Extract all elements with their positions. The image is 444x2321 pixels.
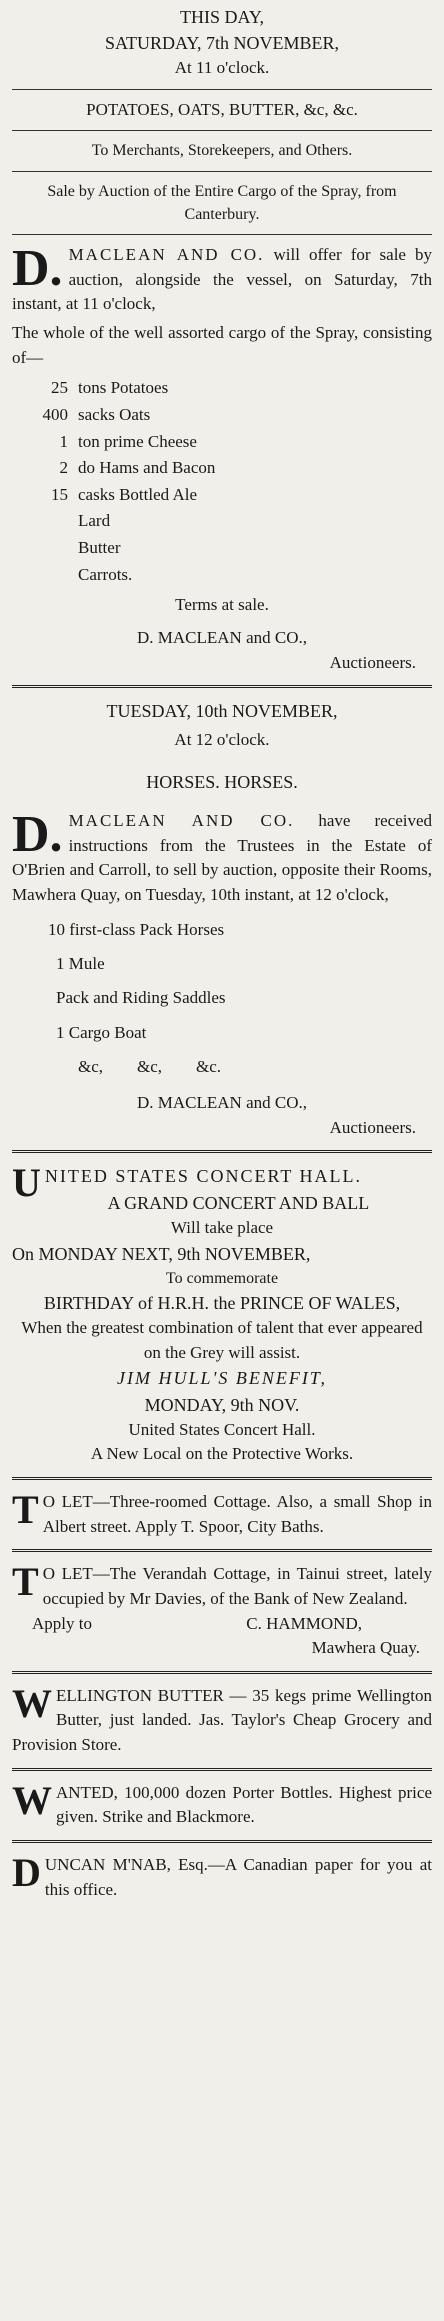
auction-ad-horses xyxy=(12,698,432,1140)
divider xyxy=(12,1549,432,1552)
concert-line: BIRTHDAY of H.R.H. the PRINCE OF WALES, xyxy=(43,1293,401,1314)
apply-line xyxy=(12,1612,432,1637)
ad-goods: POTATOES, OATS, BUTTER, &c, &c. xyxy=(86,99,358,119)
auction-body xyxy=(12,806,433,908)
firm-name: MACLEAN AND CO. xyxy=(68,245,265,265)
ad-day: THIS DAY, xyxy=(179,7,265,27)
drop-cap: D. xyxy=(12,240,63,298)
list-item: 10 first-class Pack Horses xyxy=(48,919,225,939)
ad-time: At 11 o'clock. xyxy=(174,58,270,78)
ad-text: ELLINGTON BUTTER — 35 kegs prime Wellington Butter, just landed. Jas. Taylor's Cheap Grocery and Provision Store. xyxy=(12,1685,432,1755)
concert-line: When the greatest combination of talent that ever appeared on the Grey will assist. xyxy=(21,1318,423,1362)
concert-line: On MONDAY NEXT, 9th NOVEMBER, xyxy=(12,1243,311,1264)
signature: D. MACLEAN and CO., xyxy=(137,1093,307,1113)
list-item: &c, &c, &c. xyxy=(78,1056,222,1076)
divider xyxy=(12,1150,432,1153)
list-item: 2 do Hams and Bacon xyxy=(59,458,216,478)
title-text: NITED STATES CONCERT HALL. xyxy=(44,1166,363,1187)
list-item: Lard xyxy=(78,511,111,531)
divider xyxy=(12,1671,432,1674)
divider xyxy=(12,1768,432,1771)
signature: D. MACLEAN and CO., xyxy=(137,628,307,647)
divider xyxy=(12,685,432,688)
concert-line: A New Local on the Protective Works. xyxy=(90,1444,354,1464)
drop-cap: U xyxy=(12,1160,41,1206)
signature-role: Auctioneers. xyxy=(329,1117,416,1137)
list-item: 1 ton prime Cheese xyxy=(59,431,197,451)
firm-name: MACLEAN AND CO. xyxy=(68,811,295,831)
cargo-intro: The whole of the well assorted cargo of the Spray, consisting of— xyxy=(12,322,432,367)
cargo-list xyxy=(12,376,432,587)
auction-body xyxy=(12,240,433,317)
ad-text: O LET—The Verandah Cottage, in Tainui street, lately occupied by Mr Davies, of the Bank of New Zealand. xyxy=(42,1564,432,1608)
drop-cap: T xyxy=(12,1559,39,1605)
notice-ad xyxy=(12,1849,432,1902)
to-let-ad-cottage xyxy=(12,1486,432,1539)
drop-cap: D. xyxy=(12,806,63,864)
drop-cap: T xyxy=(12,1486,39,1532)
list-item: 15 casks Bottled Ale xyxy=(51,484,197,504)
auction-text: will offer for sale by auction, alongside the vessel, on Saturday, 7th instant, at 11 o'clock, xyxy=(12,245,433,314)
ad-heading: HORSES. HORSES. xyxy=(146,772,298,793)
wanted-ad xyxy=(12,1777,432,1830)
divider xyxy=(12,89,432,90)
ad-audience: To Merchants, Storekeepers, and Others. xyxy=(91,142,353,160)
list-item: Pack and Riding Saddles xyxy=(56,988,226,1008)
apply-label: Apply to xyxy=(32,1613,92,1633)
auction-ad-spray xyxy=(12,4,432,675)
concert-line: To commemorate xyxy=(165,1269,279,1287)
drop-cap: W xyxy=(12,1777,52,1823)
ad-time: At 12 o'clock. xyxy=(174,730,270,750)
signature-role: Auctioneers. xyxy=(329,652,416,672)
ad-text: ANTED, 100,000 dozen Porter Bottles. Highest price given. Strike and Blackmore. xyxy=(56,1782,432,1827)
divider xyxy=(12,234,432,235)
butter-ad xyxy=(12,1680,432,1758)
concert-line: Will take place xyxy=(170,1218,274,1238)
horse-list xyxy=(12,914,432,1083)
ad-date: SATURDAY, 7th NOVEMBER, xyxy=(104,33,340,54)
concert-line: United States Concert Hall. xyxy=(128,1419,316,1439)
concert-ad xyxy=(12,1160,432,1467)
ad-date: TUESDAY, 10th NOVEMBER, xyxy=(106,701,338,722)
divider xyxy=(12,130,432,131)
ad-text: UNCAN M'NAB, Esq.—A Canadian paper for you at this office. xyxy=(44,1854,432,1899)
divider xyxy=(12,1477,432,1480)
concert-line: JIM HULL'S BENEFIT, xyxy=(116,1368,327,1389)
divider xyxy=(12,171,432,172)
list-item: 1 Mule xyxy=(56,953,105,973)
divider xyxy=(12,1840,432,1843)
list-item: Butter xyxy=(78,538,121,558)
list-item: 400 sacks Oats xyxy=(42,404,151,424)
drop-cap: D xyxy=(12,1849,41,1895)
ad-text: O LET—Three-roomed Cottage. Also, a small Shop in Albert street. Apply T. Spoor, City Baths. xyxy=(42,1491,432,1536)
to-let-ad-verandah xyxy=(12,1559,432,1611)
terms: Terms at sale. xyxy=(175,595,269,615)
apply-place: Mawhera Quay. xyxy=(311,1638,420,1658)
concert-line: A GRAND CONCERT AND BALL xyxy=(107,1193,370,1214)
drop-cap: W xyxy=(12,1680,52,1726)
list-item: Carrots. xyxy=(78,564,133,584)
sale-title: Sale by Auction of the Entire Cargo of the Spray, from Canterbury. xyxy=(47,182,397,223)
list-item: 25 tons Potatoes xyxy=(51,378,169,398)
list-item: 1 Cargo Boat xyxy=(56,1022,147,1042)
concert-line: MONDAY, 9th NOV. xyxy=(144,1394,300,1415)
auction-text: have received instructions from the Trustees in the Estate of O'Brien and Carroll, to sell by auction, opposite their Rooms, Mawhera Quay, on Tuesday, 10th instant, at 12 o'clock, xyxy=(12,811,433,905)
apply-name: C. HAMMOND, xyxy=(246,1613,362,1633)
